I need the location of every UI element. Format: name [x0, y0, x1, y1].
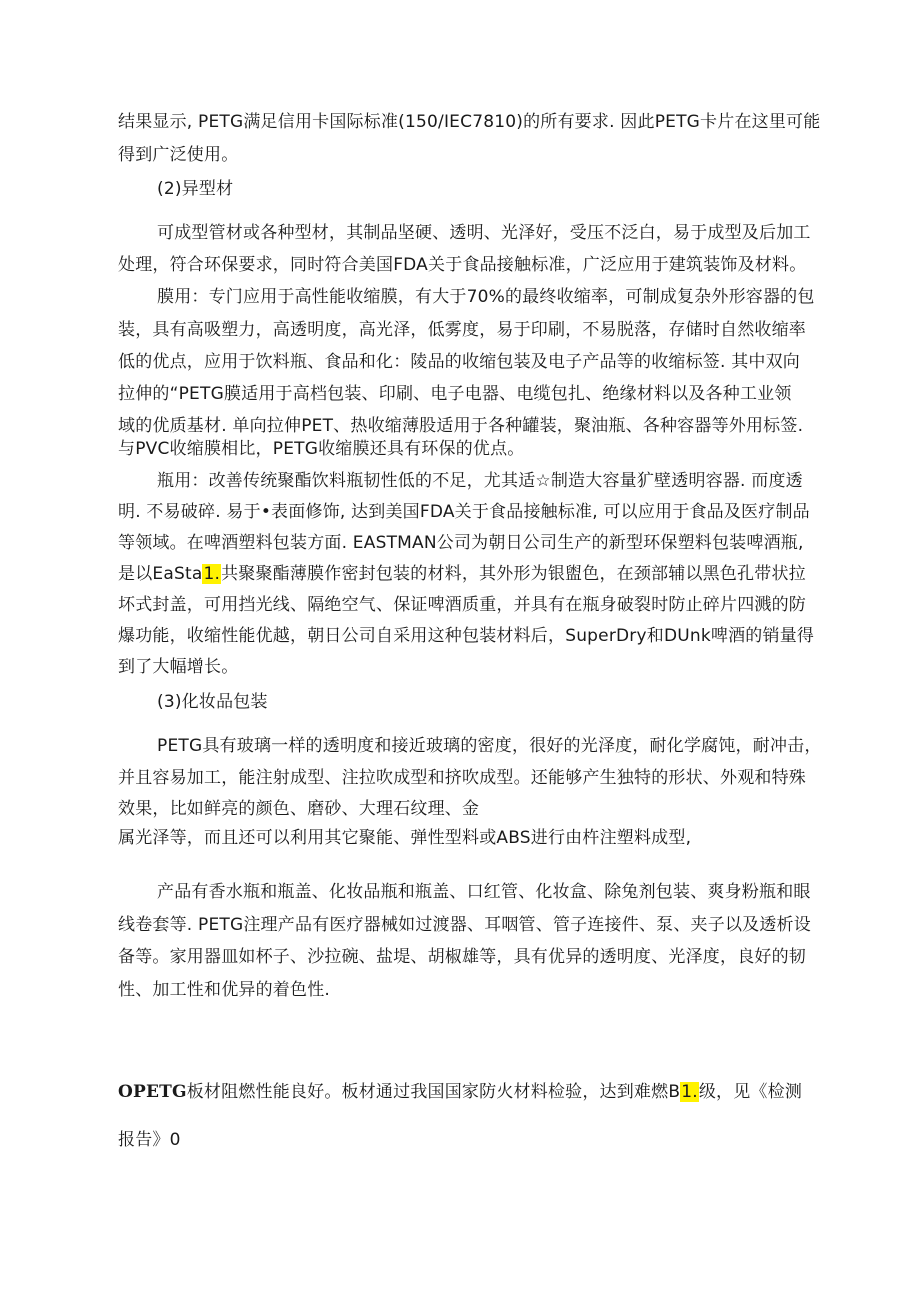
- text-span: B: [668, 1082, 681, 1102]
- text-line: [118, 1080, 802, 1104]
- text-line: 到了大幅增长。: [118, 657, 239, 677]
- text-line: 域的优质基材. 单向拉伸PET、热收缩薄股适用于各种罐装，聚油瓶、各种容器等外用标签.: [118, 416, 804, 436]
- section-heading: (2)异型材: [157, 179, 234, 199]
- text-line: 得到广泛使用。: [118, 145, 239, 165]
- text-line: 等领域。在啤酒塑料包装方面. EASTMAN公司为朝日公司生产的新型环保塑料包装啤酒瓶,: [118, 533, 804, 553]
- text-line: [118, 562, 806, 586]
- text-span: 级，见《检测: [698, 1082, 803, 1102]
- text-line: 结果显示, PETG满足信用卡国际标准(150/IEC7810)的所有要求. 因此PETG卡片在这里可能: [118, 112, 821, 132]
- text-line: 处理，符合环保要求，同时符合美国FDA关于食品接触标准，广泛应用于建筑装饰及材料。: [118, 255, 807, 275]
- text-line: 爆功能，收缩性能优越，朝日公司自采用这种包装材料后，SuperDry和DUnk啤酒的销量得: [118, 626, 815, 646]
- text-line: 瓶用：改善传统聚酯饮料瓶韧性低的不足，尤其适☆制造大容量犷壁透明容器. 而度透: [157, 471, 803, 491]
- text-line: 明. 不易破碎. 易于•表面修饰, 达到美国FDA关于食品接触标准, 可以应用于食品及医疗制品: [118, 502, 810, 522]
- section-heading: (3)化妆品包装: [157, 692, 268, 712]
- text-line: 产品有香水瓶和瓶盖、化妆品瓶和瓶盖、口红管、化妆盒、除兔剂包装、爽身粉瓶和眼: [157, 882, 811, 902]
- text-line: 装，具有高吸塑力，高透明度，高光泽，低雾度，易于印刷，不易脱落，存储时自然收缩率: [118, 320, 806, 340]
- text-line: 性、加工性和优异的着色性.: [118, 980, 331, 1000]
- text-line: PETG具有玻璃一样的透明度和接近玻璃的密度，很好的光泽度，耐化学腐饨，耐冲击，: [157, 736, 822, 756]
- text-line: 属光泽等，而且还可以利用其它聚能、弹性型料或ABS进行由杵注塑料成型,: [118, 828, 692, 848]
- text-span: OPETG: [118, 1082, 187, 1102]
- text-line: 坏式封盖，可用挡光线、隔绝空气、保证啤酒质重，并具有在瓶身破裂时防止碎片四溅的防: [118, 595, 806, 615]
- text-line: 效果，比如鲜亮的颜色、磨砂、大理石纹理、金: [118, 799, 480, 819]
- text-line: 线卷套等. PETG注理产品有医疗器械如过渡器、耳咽管、管子连接件、泵、夹子以及透析设: [118, 915, 811, 935]
- text-span: 共聚聚酯薄膜作密封包装的材料，其外形为银盥色，在颈部辅以黑色孔带状拉: [221, 564, 806, 584]
- text-line: 与PVC收缩膜相比，PETG收缩膜还具有环保的优点。: [118, 439, 525, 459]
- text-line: 膜用：专门应用于高性能收缩膜，有大于70%的最终收缩率，可制成复杂外形容器的包: [157, 287, 815, 307]
- text-line: 拉伸的“PETG膜适用于高档包装、印刷、电子电器、电缆包扎、绝缘材料以及各种工业领: [118, 384, 792, 404]
- text-line: 低的优点，应用于饮料瓶、食品和化：陵品的收缩包装及电子产品等的收缩标签. 其中双向: [118, 352, 801, 372]
- text-line: 报告》0: [118, 1130, 181, 1150]
- text-line: 备等。家用器皿如杯子、沙拉碗、盐堤、胡椒雄等，具有优异的透明度、光泽度，良好的韧: [118, 947, 806, 967]
- text-line: 并且容易加工，能注射成型、注拉吹成型和挤吹成型。还能够产生独特的形状、外观和特殊: [118, 768, 806, 788]
- text-span: 是以EaSta: [118, 564, 203, 584]
- text-line: 可成型管材或各种型材，其制品坚硬、透明、光泽好，受压不泛白，易于成型及后加工: [157, 223, 811, 243]
- highlighted-text: 1.: [203, 564, 221, 584]
- text-span: 板材阻燃性能良好。板材通过我国国家防火材料检验，达到难燃: [186, 1082, 669, 1102]
- highlighted-text: 1.: [681, 1082, 698, 1102]
